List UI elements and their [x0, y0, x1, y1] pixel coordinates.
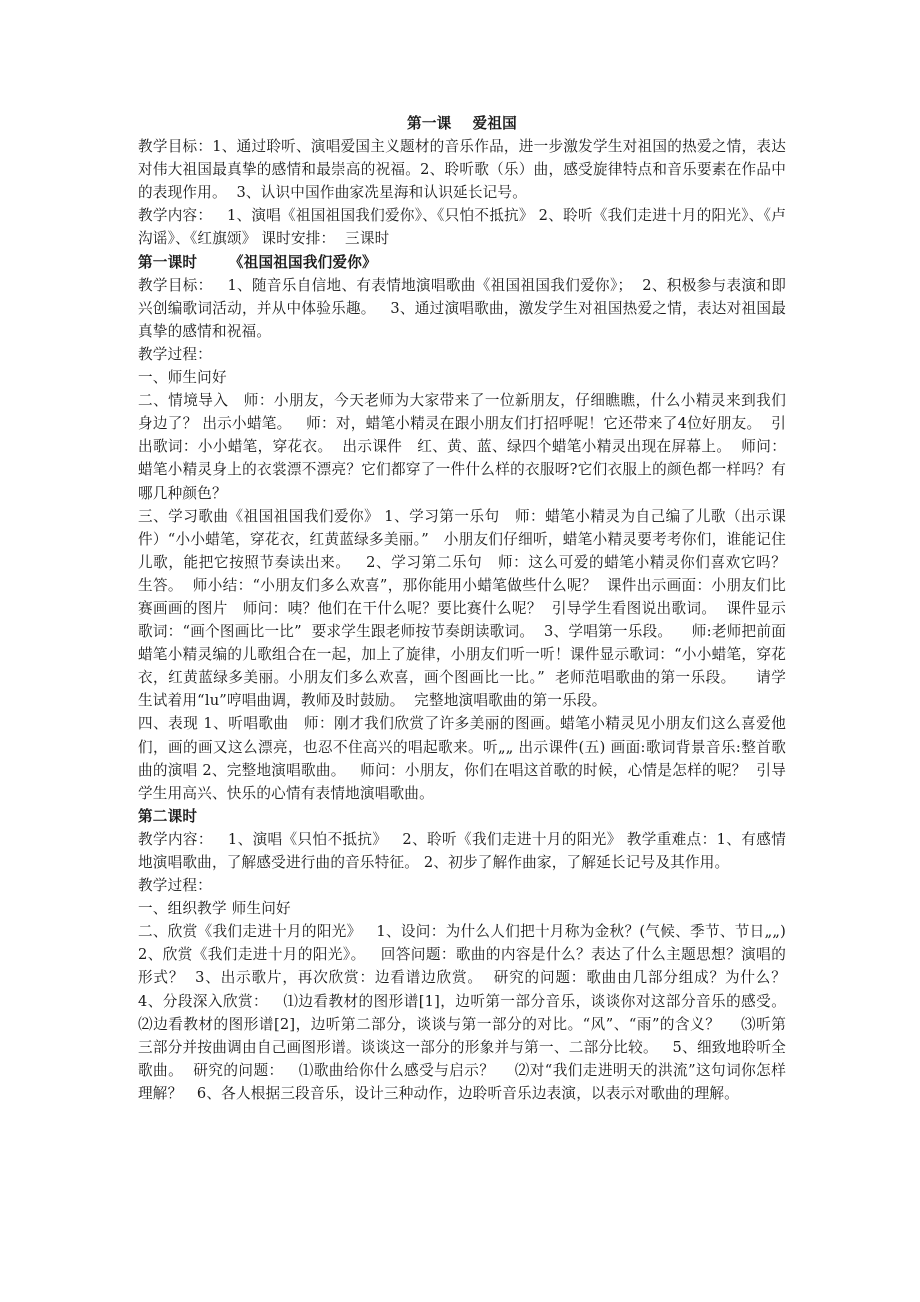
paragraph-process-label: 教学过程： — [138, 345, 212, 363]
paragraph-step-perform: 四、表现 1、听唱歌曲 师：刚才我们欣赏了许多美丽的图画。蜡笔小精灵见小朋友们这么喜爱他们，画的画又这么漂亮，也忍不住高兴的唱起歌来。听„„ 出示课件(五) 画面:歌词背景音乐:整首歌曲的演唱 2、完整地演唱歌曲。 师问：小朋友，你们在唱这首歌的时候，心情是怎样的呢？ 引导学生用高兴、快乐的心情有表情地演唱歌曲。 — [138, 715, 786, 802]
paragraph-second-period-content: 教学内容： 1、演唱《只怕不抵抗》 2、聆听《我们走进十月的阳光》 教学重难点：1、有感情地演唱歌曲，了解感受进行曲的音乐特征。 2、初步了解作曲家，了解延长记号及其作用。 — [138, 830, 786, 871]
document-page — [138, 112, 796, 1105]
lesson-title: 第一课 爱祖国 — [407, 115, 517, 132]
paragraph-step-organize: 一、组织教学 师生问好 — [138, 900, 291, 918]
paragraph-step-learn-song: 三、学习歌曲《祖国祖国我们爱你》 1、学习第一乐句 师：蜡笔小精灵为自己编了儿歌（出示课件）“小小蜡笔，穿花衣，红黄蓝绿多美丽。” 小朋友们仔细听，蜡笔小精灵要考考你们，谁能记住儿歌，能把它按照节奏读出来。 2、学习第二乐句 师：这么可爱的蜡笔小精灵你们喜欢它吗？ 生答。 师小结：“小朋友们多么欢喜”，那你能用小蜡笔做些什么呢？ 课件出示画面：小朋友们比赛画画的图片 师问：咦？他们在干什么呢？要比赛什么呢？ 引导学生看图说出歌词。 课件显示歌词：“画个图画比一比” 要求学生跟老师按节奏朗读歌词。 3、学唱第一乐段。 师:老师把前面蜡笔小精灵编的儿歌组合在一起，加上了旋律，小朋友们听一听！课件显示歌词：“小小蜡笔，穿花衣，红黄蓝绿多美丽。小朋友们多么欢喜，画个图画比一比。” 老师范唱歌曲的第一乐段。 请学生试着用“lu”哼唱曲调，教师及时鼓励。 完整地演唱歌曲的第一乐段。 — [138, 507, 796, 710]
document-body — [138, 135, 796, 1105]
paragraph-step-appreciate: 二、欣赏《我们走进十月的阳光》 1、设问：为什么人们把十月称为金秋？(气候、季节、节日„„) 2、欣赏《我们走进十月的阳光》。 回答问题：歌曲的内容是什么？表达了什么主题思想？演唱的形式？ 3、出示歌片，再次欣赏：边看谱边欣赏。 研究的问题：歌曲由几部分组成？为什么？ 4、分段深入欣赏： ⑴边看教材的图形谱[1]，边听第一部分音乐，谈谈你对这部分音乐的感受。 ⑵边看教材的图形谱[2]，边听第二部分，谈谈与第一部分的对比。“风”、“雨”的含义？ ⑶听第三部分并按曲调由自己画图形谱。谈谈这一部分的形象并与第一、二部分比较。 5、细致地聆听全歌曲。 研究的问题： ⑴歌曲给你什么感受与启示？ ⑵对“我们走进明天的洪流”这句词你怎样理解？ 6、各人根据三段音乐，设计三种动作，边聆听音乐边表演，以表示对歌曲的理解。 — [138, 923, 796, 1102]
heading-first-period: 第一课时 《祖国祖国我们爱你》 — [138, 253, 377, 271]
paragraph-teaching-content: 教学内容： 1、演唱《祖国祖国我们爱你》、《只怕不抵抗》 2、聆听《我们走进十月的阳光》、《卢沟谣》、《红旗颂》 课时安排： 三课时 — [138, 207, 786, 248]
paragraph-process-label-2: 教学过程： — [138, 877, 212, 895]
paragraph-step-greeting: 一、师生问好 — [138, 369, 227, 387]
paragraph-step-intro: 二、情境导入 师：小朋友，今天老师为大家带来了一位新朋友，仔细瞧瞧，什么小精灵来到我们身边了？ 出示小蜡笔。 师：对，蜡笔小精灵在跟小朋友们打招呼呢！它还带来了4位好朋友。 引出歌词：小小蜡笔，穿花衣。 出示课件 红、黄、蓝、绿四个蜡笔小精灵出现在屏幕上。 师问：蜡笔小精灵身上的衣裳漂不漂亮？它们都穿了一件什么样的衣服呀?它们衣服上的颜色都一样吗？有哪几种颜色？ — [138, 392, 786, 502]
paragraph-first-period-goals: 教学目标： 1、随音乐自信地、有表情地演唱歌曲《祖国祖国我们爱你》； 2、积极参与表演和即兴创编歌词活动，并从中体验乐趣。 3、通过演唱歌曲，激发学生对祖国热爱之情，表达对祖国最真挚的感情和祝福。 — [138, 276, 786, 340]
heading-second-period: 第二课时 — [138, 807, 198, 825]
paragraph-teaching-goals: 教学目标：1、通过聆听、演唱爱国主义题材的音乐作品，进一步激发学生对祖国的热爱之情，表达对伟大祖国最真挚的感情和最崇高的祝福。2、聆听歌（乐）曲，感受旋律特点和音乐要素在作品中的表现作用。 3、认识中国作曲家冼星海和认识延长记号。 — [138, 138, 786, 202]
